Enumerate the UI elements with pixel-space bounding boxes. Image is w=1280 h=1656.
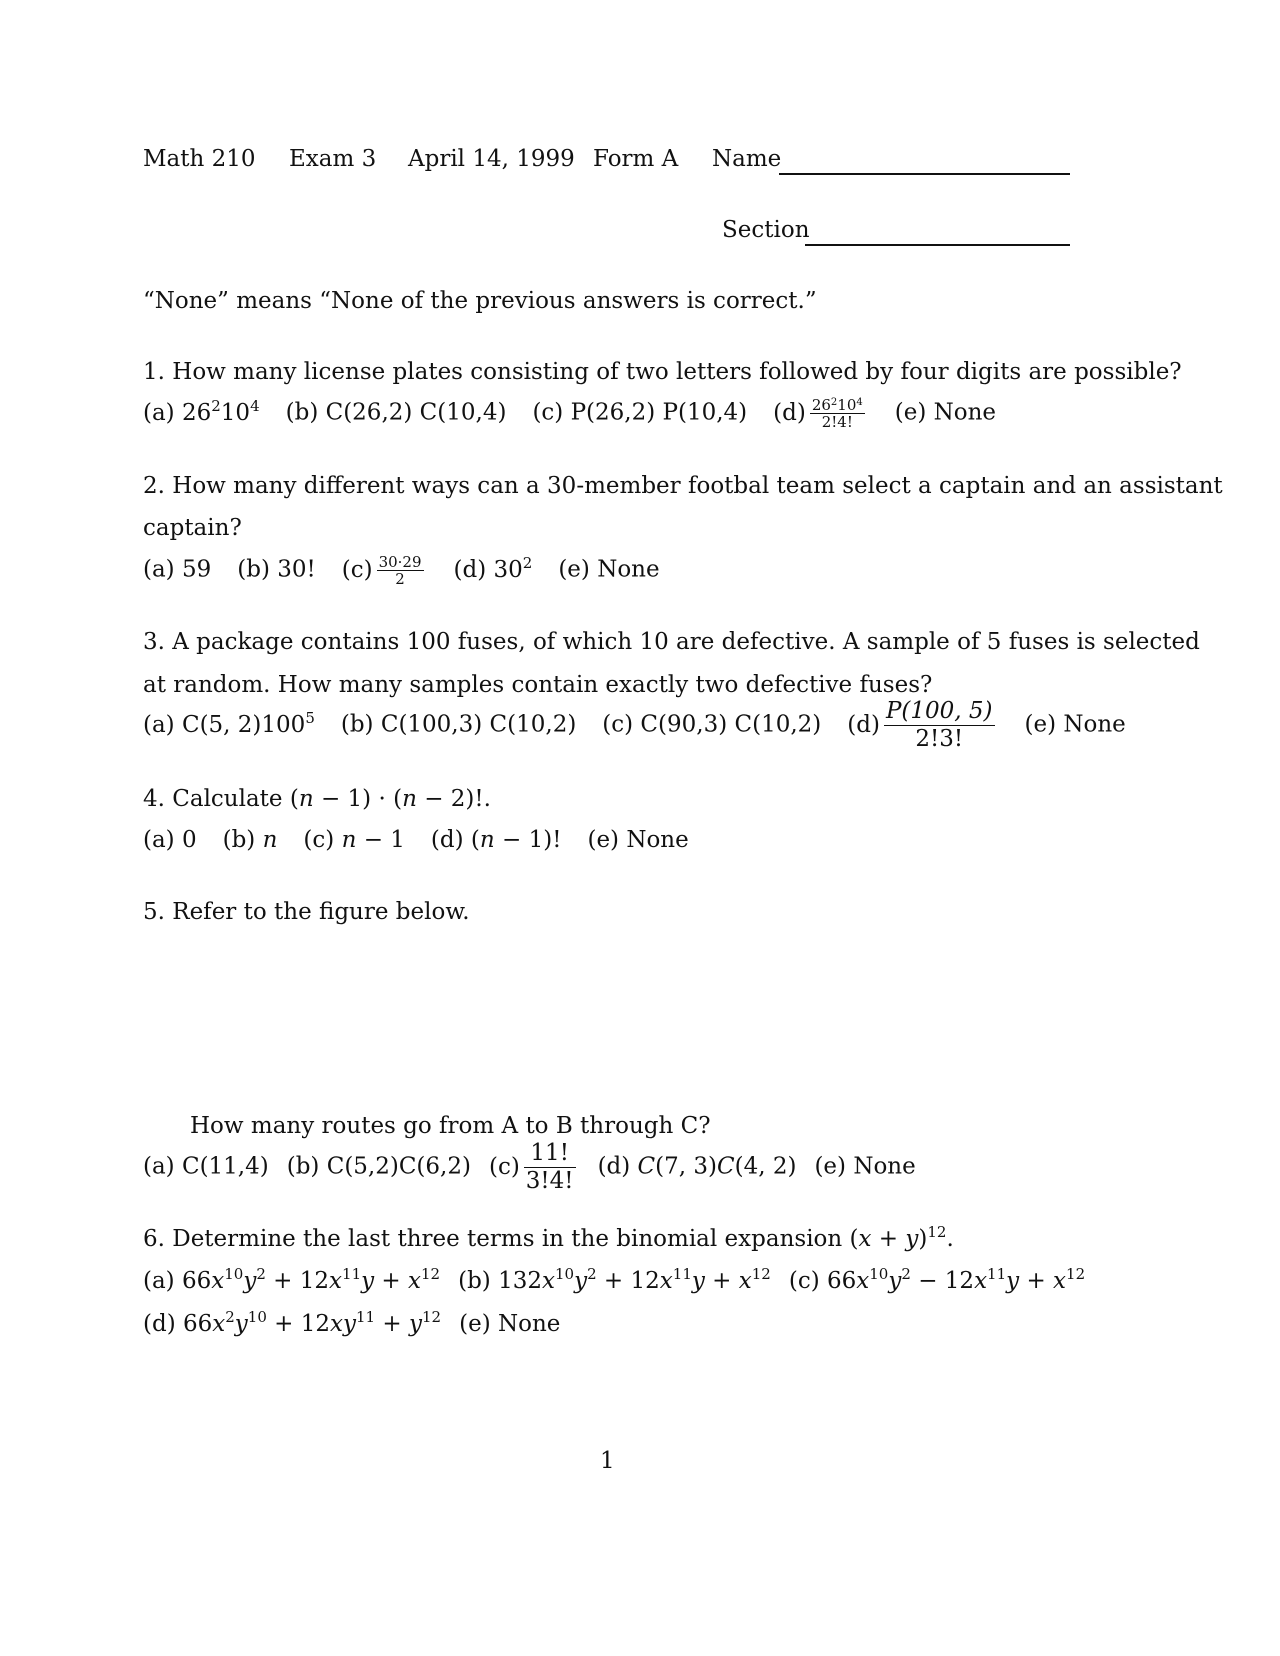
q1-choice-c: (c) P(26,2) P(10,4) [532,399,748,426]
q1-choice-b: (b) C(26,2) C(10,4) [285,399,507,426]
q2-choice-c: (c) $\frac{30\cdot 29}{2}$ [341,553,422,588]
q5-choice-c: (c) $\frac{11!}{3!4!}$ [488,1140,574,1194]
question-2-choices [143,554,660,587]
date-label: April 14, 1999 [408,146,575,172]
q6-choice-b: (b) $132x^{10}y^2 + 12x^{11}y + x^{12}$ [458,1265,771,1294]
question-3-choices [143,698,1126,753]
q4-choice-c: (c) n − 1 [303,827,405,853]
question-5-text: 5. Refer to the figure below. [143,899,470,925]
question-2-text-line1: 2. How many different ways can a 30-member footbal team select a captain and an assistant [143,473,1223,499]
q3-choice-d: (d) $\frac{P(100, 5)}{2!3!}$ [847,698,993,752]
page-number: 1 [600,1448,615,1474]
q3-choice-b: (b) C(100,3) C(10,2) [340,711,577,738]
section-blank-line[interactable] [805,244,1070,246]
question-5-subquestion: How many routes go from A to B through C? [190,1113,711,1139]
q6-choice-a: (a) $66x^{10}y^2 + 12x^{11}y + x^{12}$ [143,1265,441,1294]
section-label: Section [722,217,810,243]
course-label: Math 210 [143,146,256,172]
question-6-choices-line1 [143,1267,1085,1295]
q3-choice-a: (a) C(5, $2)100^5$ [143,708,315,738]
question-4-text: 4. Calculate (n − 1) · (n − 2)!. [143,786,491,812]
q6-choice-e: (e) None [459,1311,561,1337]
q5-choice-d: (d) C(7, 3)C(4, 2) [597,1153,797,1180]
q6-choice-c: (c) $66x^{10}y^2 - 12x^{11}y + x^{12}$ [788,1265,1086,1294]
question-6-text: 6. Determine the last three terms in the binomial expansion $(x + y)^{12}$. [143,1223,954,1252]
question-5-choices [143,1140,916,1195]
question-1-choices [143,397,996,430]
q1-choice-a: (a) $26^210^4$ [143,396,260,426]
q5-choice-b: (b) C(5,2)C(6,2) [286,1153,471,1180]
question-6-choices-line2 [143,1310,560,1338]
none-note: “None” means “None of the previous answers is correct.” [143,288,817,314]
q3-choice-c: (c) C(90,3) C(10,2) [602,711,822,738]
q2-choice-b: (b) 30! [237,556,316,583]
q4-choice-b: (b) n [222,827,278,853]
q2-choice-d: (d) $30^2$ [453,553,533,583]
q3-choice-e: (e) None [1024,711,1126,738]
q5-choice-e: (e) None [814,1153,916,1180]
exam-label: Exam 3 [289,146,377,172]
q1-choice-d: (d) $\frac{26^210^4}{2!4!}$ [773,396,863,431]
question-2-text-line2: captain? [143,515,242,541]
question-1-text: 1. How many license plates consisting of two letters followed by four digits are possible? [143,359,1182,385]
question-3-text-line1: 3. A package contains 100 fuses, of which 10 are defective. A sample of 5 fuses is selected [143,629,1200,655]
q4-choice-e: (e) None [587,827,689,853]
q6-choice-d: (d) $66x^2y^{10} + 12xy^{11} + y^{12}$ [143,1308,442,1337]
name-label: Name [712,146,782,172]
q2-choice-a: (a) 59 [143,556,212,583]
q5-choice-a: (a) C(11,4) [143,1153,269,1180]
q2-choice-e: (e) None [558,556,660,583]
q1-choice-e: (e) None [894,399,997,426]
name-blank-line[interactable] [779,173,1070,175]
question-3-text-line2: at random. How many samples contain exactly two defective fuses? [143,672,933,698]
question-4-choices [143,826,689,854]
q4-choice-a: (a) 0 [143,827,197,853]
q4-choice-d: (d) (n − 1)! [430,827,562,853]
form-label: Form A [593,146,679,172]
